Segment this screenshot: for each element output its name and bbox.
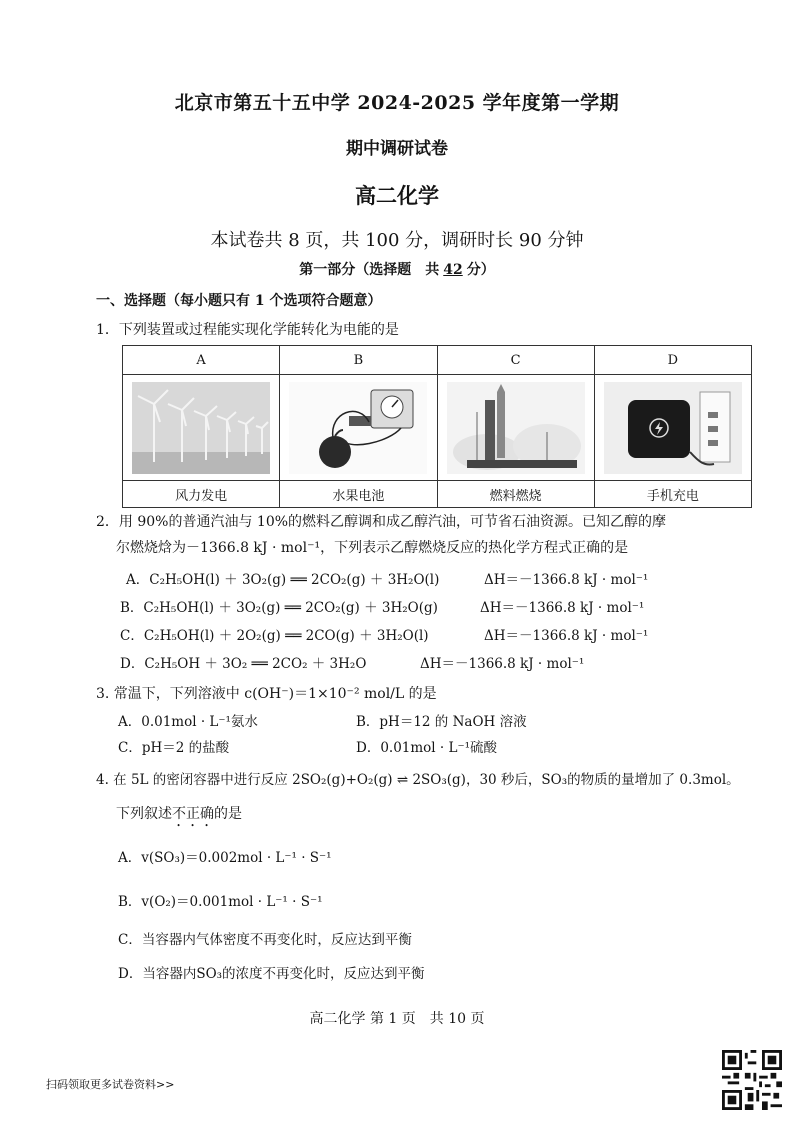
q1-table	[122, 345, 752, 508]
q4-stem-line2	[116, 804, 242, 830]
phone-charging-icon	[604, 382, 742, 474]
q2-option-b	[120, 596, 680, 616]
subject-title: 高二化学	[355, 183, 439, 208]
q2-stem-line1: 2．用 90%的普通汽油与 10%的燃料乙醇调和成乙醇汽油，可节省石油资源。已知乙醇的摩	[96, 514, 667, 530]
q4-option-d: D．当容器内SO₃的浓度不再变化时，反应达到平衡	[118, 966, 425, 982]
q3-option-a: A．0.01mol · L⁻¹氨水	[118, 714, 258, 730]
part-score: 42	[443, 262, 463, 278]
q4-stem-post: 的是	[214, 806, 242, 822]
q1-caption-a: 风力发电	[123, 481, 280, 508]
q2-stem-line2: 尔燃烧焓为－1366.8 kJ · mol⁻¹，下列表示乙醇燃烧反应的热化学方程式正确的是	[116, 540, 629, 556]
school-title: 北京市第五十五中学 2024-2025 学年度第一学期	[174, 92, 620, 114]
q2-option-b-enthalpy: ΔH＝－1366.8 kJ · mol⁻¹	[480, 600, 645, 616]
q3-option-d: D．0.01mol · L⁻¹硫酸	[356, 740, 498, 756]
q4-stem-pre: 下列叙述	[116, 806, 172, 822]
fruit-battery-icon	[289, 382, 427, 474]
scan-prompt[interactable]: 扫码领取更多试卷资料>>	[46, 1078, 175, 1091]
q2-option-d-enthalpy: ΔH＝－1366.8 kJ · mol⁻¹	[420, 656, 585, 672]
q1-caption-b: 水果电池	[280, 481, 437, 508]
section-title: 一、选择题（每小题只有 1 个选项符合题意）	[96, 293, 382, 309]
q1-header-d: D	[594, 346, 751, 375]
q2-option-b-equation: B．C₂H₅OH(l) ＋ 3O₂(g) ══ 2CO₂(g) ＋ 3H₂O(g)	[120, 600, 438, 616]
q4-option-c: C．当容器内气体密度不再变化时，反应达到平衡	[118, 932, 412, 948]
q4-stem-line1: 4. 在 5L 的密闭容器中进行反应 2SO₂(g)+O₂(g) ⇌ 2SO₃(g)，30 秒后，SO₃的物质的量增加了 0.3mol。	[96, 772, 740, 788]
exam-name: 期中调研试卷	[346, 139, 448, 159]
q2-option-c	[120, 624, 680, 644]
q4-option-a: A．v(SO₃)＝0.002mol · L⁻¹ · S⁻¹	[118, 850, 332, 866]
q3-stem: 3. 常温下，下列溶液中 c(OH⁻)＝1×10⁻² mol/L 的是	[96, 686, 437, 702]
q1-header-c: C	[437, 346, 594, 375]
q4-option-b: B．v(O₂)＝0.001mol · L⁻¹ · S⁻¹	[118, 894, 323, 910]
part-prefix: 第一部分（选择题 共	[299, 262, 440, 278]
rocket-launch-icon	[447, 382, 585, 474]
q2-option-c-enthalpy: ΔH＝－1366.8 kJ · mol⁻¹	[484, 628, 649, 644]
q2-option-a-enthalpy: ΔH＝－1366.8 kJ · mol⁻¹	[484, 572, 649, 588]
q4-stem-emphasis: 不正确	[172, 806, 214, 822]
q1-header-b: B	[280, 346, 437, 375]
q1-stem: 1．下列装置或过程能实现化学能转化为电能的是	[96, 322, 399, 338]
exam-info: 本试卷共 8 页，共 100 分，调研时长 90 分钟	[210, 230, 584, 251]
q3-option-c: C．pH＝2 的盐酸	[118, 740, 230, 756]
qr-code-icon[interactable]	[722, 1050, 782, 1110]
q2-option-a	[126, 568, 686, 588]
q2-option-d	[120, 652, 680, 672]
q1-caption-c: 燃料燃烧	[437, 481, 594, 508]
q2-option-d-equation: D．C₂H₅OH ＋ 3O₂ ══ 2CO₂ ＋ 3H₂O	[120, 656, 367, 672]
page-footer: 高二化学 第 1 页 共 10 页	[309, 1011, 485, 1027]
q2-option-c-equation: C．C₂H₅OH(l) ＋ 2O₂(g) ══ 2CO(g) ＋ 3H₂O(l)	[120, 628, 429, 644]
part-suffix: 分）	[466, 262, 495, 278]
q1-caption-d: 手机充电	[594, 481, 751, 508]
q2-option-a-equation: A．C₂H₅OH(l) ＋ 3O₂(g) ══ 2CO₂(g) ＋ 3H₂O(l)	[126, 572, 440, 588]
wind-turbine-icon	[132, 382, 270, 474]
q3-option-b: B．pH＝12 的 NaOH 溶液	[356, 714, 527, 730]
q1-header-a: A	[123, 346, 280, 375]
part-heading	[0, 259, 794, 279]
